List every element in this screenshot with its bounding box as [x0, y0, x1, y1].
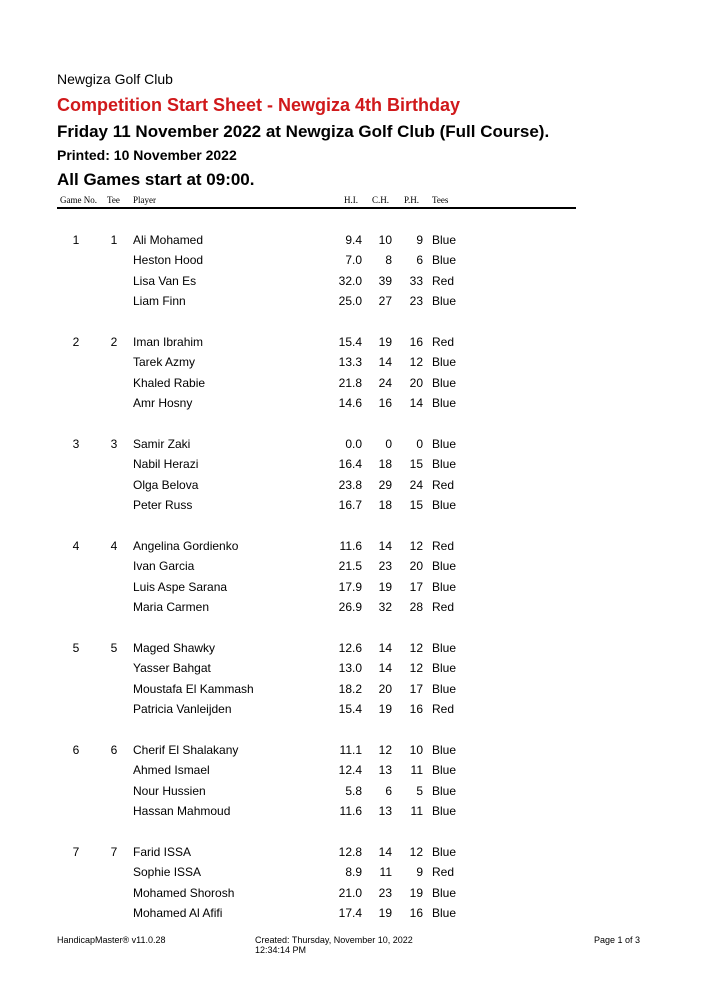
handicap-index: 18.2: [338, 681, 362, 696]
handicap-index: 17.4: [338, 906, 362, 921]
playing-handicap: 5: [416, 783, 423, 798]
tee-colour: Red: [432, 477, 455, 492]
player-name: Khaled Rabie: [133, 375, 206, 390]
playing-handicap: 16: [409, 702, 423, 717]
tee-colour: Red: [432, 335, 455, 349]
course-handicap: 23: [378, 885, 392, 900]
col-header-game-no: Game No.: [60, 195, 97, 205]
tee-colour: Blue: [432, 641, 457, 655]
table-row: [0, 539, 707, 559]
course-handicap: 14: [378, 539, 392, 553]
course-handicap: 14: [378, 641, 392, 655]
playing-handicap: 12: [409, 641, 423, 655]
course-handicap: 8: [385, 253, 392, 268]
course-handicap: 24: [378, 375, 392, 390]
handicap-index: 16.7: [338, 498, 362, 513]
course-handicap: 39: [378, 273, 392, 288]
handicap-index: 16.4: [338, 457, 362, 472]
footer-created-date: Created: Thursday, November 10, 2022: [255, 935, 413, 945]
tee-number: 7: [110, 845, 118, 859]
handicap-index: 0.0: [345, 437, 362, 451]
tee-colour: Blue: [432, 375, 457, 390]
playing-handicap: 33: [409, 273, 423, 288]
club-name: Newgiza Golf Club: [57, 71, 173, 87]
table-row: [0, 335, 707, 355]
game-number: 7: [72, 845, 80, 859]
playing-handicap: 12: [409, 355, 423, 370]
tee-colour: Blue: [432, 437, 457, 451]
handicap-index: 32.0: [338, 273, 362, 288]
handicap-index: 21.5: [338, 559, 362, 574]
course-handicap: 18: [378, 498, 392, 513]
player-name: Mohamed Al Afifi: [133, 906, 223, 921]
player-name: Cherif El Shalakany: [133, 743, 239, 757]
handicap-index: 13.0: [338, 661, 362, 676]
player-name: Ali Mohamed: [133, 233, 204, 247]
handicap-index: 7.0: [345, 253, 362, 268]
tee-colour: Blue: [432, 845, 457, 859]
table-row: [0, 294, 707, 314]
handicap-index: 17.9: [338, 579, 362, 594]
table-row: [0, 233, 707, 253]
course-handicap: 19: [378, 335, 392, 349]
player-name: Lisa Van Es: [133, 273, 197, 288]
player-name: Patricia Vanleijden: [133, 702, 232, 717]
player-name: Nour Hussien: [133, 783, 206, 798]
tee-colour: Red: [432, 539, 455, 553]
tee-colour: Blue: [432, 233, 457, 247]
table-row: [0, 274, 707, 294]
player-name: Moustafa El Kammash: [133, 681, 254, 696]
game-number: 1: [72, 233, 80, 247]
table-row: [0, 498, 707, 518]
player-name: Maria Carmen: [133, 600, 210, 615]
playing-handicap: 11: [410, 763, 423, 778]
handicap-index: 8.9: [345, 865, 362, 880]
handicap-index: 9.4: [345, 233, 362, 247]
tee-colour: Blue: [432, 743, 457, 757]
player-name: Ahmed Ismael: [133, 763, 210, 778]
table-row: [0, 702, 707, 722]
player-name: Hassan Mahmoud: [133, 804, 231, 819]
course-handicap: 16: [378, 396, 392, 411]
table-row: [0, 457, 707, 477]
handicap-index: 12.4: [338, 763, 362, 778]
tee-number: 5: [110, 641, 118, 655]
footer-page-number: Page 1 of 3: [594, 935, 641, 945]
tee-colour: Blue: [432, 355, 457, 370]
tee-colour: Red: [432, 273, 455, 288]
handicap-index: 21.0: [338, 885, 362, 900]
game-number: 6: [72, 743, 80, 757]
playing-handicap: 16: [409, 906, 423, 921]
handicap-index: 13.3: [338, 355, 362, 370]
col-header-player: Player: [133, 195, 156, 205]
tee-colour: Red: [432, 702, 455, 717]
player-name: Angelina Gordienko: [133, 539, 239, 553]
player-name: Yasser Bahgat: [133, 661, 211, 676]
tee-colour: Blue: [432, 804, 457, 819]
playing-handicap: 12: [409, 539, 423, 553]
course-handicap: 27: [378, 294, 392, 309]
tee-colour: Blue: [432, 681, 457, 696]
tee-colour: Blue: [432, 906, 457, 921]
tee-number: 1: [110, 233, 118, 247]
course-handicap: 11: [379, 865, 392, 880]
playing-handicap: 9: [416, 865, 423, 880]
tee-colour: Blue: [432, 253, 457, 268]
playing-handicap: 12: [409, 661, 423, 676]
player-name: Nabil Herazi: [133, 457, 199, 472]
game-number: 2: [72, 335, 80, 349]
course-handicap: 19: [378, 702, 392, 717]
tee-colour: Blue: [432, 457, 457, 472]
table-row: [0, 886, 707, 906]
col-header-tees: Tees: [432, 195, 449, 205]
playing-handicap: 0: [416, 437, 423, 451]
table-row: [0, 600, 707, 620]
tee-number: 2: [110, 335, 118, 349]
handicap-index: 23.8: [338, 477, 362, 492]
handicap-index: 5.8: [345, 783, 362, 798]
playing-handicap: 10: [409, 743, 423, 757]
start-time-note: All Games start at 09:00.: [57, 170, 255, 189]
table-row: [0, 682, 707, 702]
tee-colour: Blue: [432, 783, 457, 798]
footer-created: [255, 935, 413, 955]
tee-number: 6: [110, 743, 118, 757]
course-handicap: 14: [378, 661, 392, 676]
course-handicap: 12: [378, 743, 392, 757]
col-header-hi: H.I.: [344, 195, 358, 205]
playing-handicap: 20: [409, 559, 423, 574]
player-name: Olga Belova: [133, 477, 199, 492]
playing-handicap: 17: [409, 681, 423, 696]
course-handicap: 32: [378, 600, 392, 615]
table-row: [0, 661, 707, 681]
handicap-index: 25.0: [338, 294, 362, 309]
table-row: [0, 865, 707, 885]
game-number: 5: [72, 641, 80, 655]
table-row: [0, 437, 707, 457]
table-row: [0, 845, 707, 865]
course-handicap: 10: [378, 233, 392, 247]
table-row: [0, 396, 707, 416]
player-name: Maged Shawky: [133, 641, 216, 655]
playing-handicap: 28: [409, 600, 423, 615]
course-handicap: 20: [378, 681, 392, 696]
col-header-ph: P.H.: [404, 195, 420, 205]
course-handicap: 6: [385, 783, 392, 798]
table-row: [0, 580, 707, 600]
playing-handicap: 16: [409, 335, 423, 349]
tee-colour: Blue: [432, 294, 457, 309]
handicap-index: 11.1: [339, 743, 362, 757]
tee-colour: Blue: [432, 885, 457, 900]
course-handicap: 29: [378, 477, 392, 492]
table-row: [0, 478, 707, 498]
course-handicap: 13: [378, 763, 392, 778]
tee-colour: Blue: [432, 498, 457, 513]
table-row: [0, 376, 707, 396]
playing-handicap: 20: [409, 375, 423, 390]
player-name: Luis Aspe Sarana: [133, 579, 228, 594]
playing-handicap: 14: [409, 396, 423, 411]
tee-number: 4: [110, 539, 118, 553]
col-header-ch: C.H.: [372, 195, 390, 205]
playing-handicap: 15: [409, 457, 423, 472]
tee-number: 3: [110, 437, 118, 451]
course-handicap: 18: [378, 457, 392, 472]
course-handicap: 13: [378, 804, 392, 819]
playing-handicap: 11: [410, 804, 423, 819]
course-handicap: 19: [378, 579, 392, 594]
header-divider: [57, 207, 576, 209]
player-name: Mohamed Shorosh: [133, 885, 235, 900]
table-row: [0, 743, 707, 763]
handicap-index: 11.6: [339, 804, 362, 819]
table-row: [0, 906, 707, 926]
col-header-tee: Tee: [107, 195, 120, 205]
tee-colour: Blue: [432, 396, 457, 411]
player-name: Amr Hosny: [133, 396, 193, 411]
table-row: [0, 559, 707, 579]
tee-colour: Blue: [432, 559, 457, 574]
table-row: [0, 641, 707, 661]
event-date-line: Friday 11 November 2022 at Newgiza Golf Club (Full Course).: [57, 122, 550, 141]
tee-colour: Blue: [432, 661, 457, 676]
playing-handicap: 15: [409, 498, 423, 513]
playing-handicap: 19: [409, 885, 423, 900]
table-row: [0, 355, 707, 375]
player-name: Samir Zaki: [133, 437, 191, 451]
tee-colour: Red: [432, 600, 455, 615]
player-name: Peter Russ: [133, 498, 193, 513]
playing-handicap: 24: [409, 477, 423, 492]
player-name: Tarek Azmy: [133, 355, 196, 370]
course-handicap: 23: [378, 559, 392, 574]
playing-handicap: 12: [409, 845, 423, 859]
course-handicap: 14: [378, 845, 392, 859]
playing-handicap: 17: [409, 579, 423, 594]
playing-handicap: 6: [416, 253, 423, 268]
game-number: 4: [72, 539, 80, 553]
player-name: Liam Finn: [133, 294, 186, 309]
handicap-index: 21.8: [338, 375, 362, 390]
footer-software: HandicapMaster® v11.0.28: [57, 935, 166, 945]
handicap-index: 15.4: [338, 702, 362, 717]
table-row: [0, 253, 707, 273]
table-row: [0, 784, 707, 804]
printed-date: Printed: 10 November 2022: [57, 147, 237, 163]
handicap-index: 11.6: [339, 539, 362, 553]
table-row: [0, 763, 707, 783]
playing-handicap: 23: [409, 294, 423, 309]
tee-colour: Blue: [432, 579, 457, 594]
course-handicap: 19: [378, 906, 392, 921]
tee-colour: Blue: [432, 763, 457, 778]
footer-created-time: 12:34:14 PM: [255, 945, 307, 955]
handicap-index: 12.6: [338, 641, 362, 655]
player-name: Ivan Garcia: [133, 559, 195, 574]
course-handicap: 14: [378, 355, 392, 370]
table-row: [0, 804, 707, 824]
handicap-index: 14.6: [338, 396, 362, 411]
sheet-title: Competition Start Sheet - Newgiza 4th Birthday: [57, 95, 461, 115]
playing-handicap: 9: [416, 233, 423, 247]
player-name: Heston Hood: [133, 253, 204, 268]
handicap-index: 12.8: [338, 845, 362, 859]
player-name: Sophie ISSA: [133, 865, 202, 880]
game-number: 3: [72, 437, 80, 451]
tee-colour: Red: [432, 865, 455, 880]
handicap-index: 15.4: [338, 335, 362, 349]
handicap-index: 26.9: [338, 600, 362, 615]
player-name: Farid ISSA: [133, 845, 192, 859]
player-name: Iman Ibrahim: [133, 335, 204, 349]
course-handicap: 0: [385, 437, 392, 451]
